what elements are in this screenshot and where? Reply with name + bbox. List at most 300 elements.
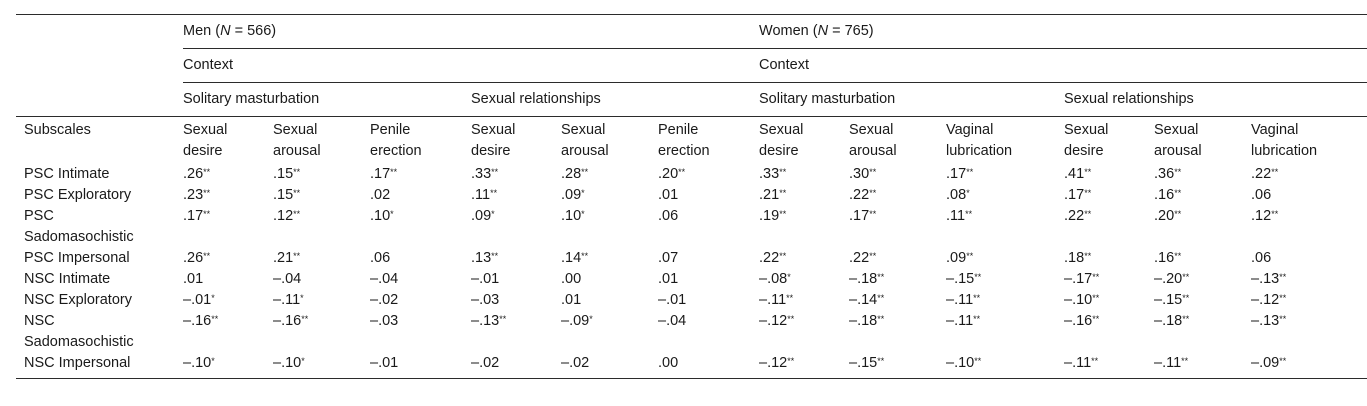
cell-value: .15 bbox=[273, 187, 294, 203]
cell-value: .09 bbox=[946, 250, 967, 266]
table-cell bbox=[561, 269, 658, 290]
cell-value: .33 bbox=[759, 166, 780, 182]
cell-value: –.16 bbox=[1064, 313, 1093, 329]
cell-value: –.04 bbox=[658, 313, 687, 329]
significance-marker: ** bbox=[1084, 167, 1092, 177]
cell-value: .10 bbox=[370, 208, 391, 224]
column-header-line: Penile bbox=[370, 122, 411, 138]
table-cell bbox=[471, 206, 561, 248]
significance-marker: ** bbox=[293, 209, 301, 219]
significance-marker: ** bbox=[869, 209, 877, 219]
cell-value: –.13 bbox=[1251, 313, 1280, 329]
significance-marker: ** bbox=[211, 314, 219, 324]
cell-value: .06 bbox=[1251, 187, 1272, 203]
significance-marker: ** bbox=[974, 272, 982, 282]
cell-value: –.01 bbox=[471, 271, 500, 287]
table-row bbox=[16, 248, 1367, 269]
cell-value: –.02 bbox=[561, 355, 590, 371]
table-cell bbox=[658, 164, 759, 185]
cell-value: –.03 bbox=[471, 292, 500, 308]
column-header-line: erection bbox=[370, 143, 422, 159]
table-cell bbox=[658, 353, 759, 379]
cell-value: –.11 bbox=[273, 292, 301, 308]
significance-marker: ** bbox=[1092, 293, 1100, 303]
cell-value: –.17 bbox=[1064, 271, 1093, 287]
table-cell bbox=[1251, 206, 1367, 248]
column-header-line: arousal bbox=[849, 143, 897, 159]
cell-value: .01 bbox=[658, 271, 679, 287]
column-header-line: lubrication bbox=[946, 143, 1013, 159]
cell-value: .22 bbox=[1064, 208, 1085, 224]
table-cell bbox=[849, 353, 946, 379]
table-cell bbox=[183, 206, 273, 248]
row-label bbox=[16, 290, 183, 311]
table-cell bbox=[946, 290, 1064, 311]
context-women-solitary: Solitary masturbation bbox=[759, 83, 1064, 117]
cell-value: .15 bbox=[273, 166, 294, 182]
table-cell bbox=[370, 269, 471, 290]
column-header-line: desire bbox=[471, 143, 511, 159]
cell-value: –.01 bbox=[658, 292, 687, 308]
cell-value: –.11 bbox=[946, 313, 974, 329]
column-header-line: lubrication bbox=[1251, 143, 1318, 159]
table-cell bbox=[658, 206, 759, 248]
column-header-line: Sexual bbox=[273, 122, 318, 138]
cell-value: .06 bbox=[1251, 250, 1272, 266]
cell-value: .22 bbox=[759, 250, 780, 266]
significance-marker: ** bbox=[877, 356, 885, 366]
row-label bbox=[16, 164, 183, 185]
table-cell bbox=[946, 353, 1064, 379]
cell-value: –.01 bbox=[183, 292, 212, 308]
cell-value: –.18 bbox=[849, 271, 878, 287]
table-row bbox=[16, 164, 1367, 185]
cell-value: –.16 bbox=[183, 313, 212, 329]
column-header-line: desire bbox=[759, 143, 799, 159]
table-cell bbox=[561, 185, 658, 206]
cell-value: .18 bbox=[1064, 250, 1085, 266]
cell-value: .09 bbox=[471, 208, 492, 224]
table-cell bbox=[183, 290, 273, 311]
column-header-line: Penile bbox=[658, 122, 699, 138]
table-cell bbox=[946, 311, 1064, 353]
cell-value: –.10 bbox=[183, 355, 212, 371]
table-cell bbox=[273, 290, 370, 311]
significance-marker: ** bbox=[877, 293, 885, 303]
cell-value: –.04 bbox=[370, 271, 399, 287]
table-cell bbox=[1154, 164, 1251, 185]
table-cell bbox=[849, 164, 946, 185]
table-cell bbox=[1154, 290, 1251, 311]
significance-marker: ** bbox=[581, 167, 589, 177]
cell-value: .21 bbox=[759, 187, 780, 203]
cell-value: .22 bbox=[1251, 166, 1272, 182]
row-label-line: PSC Exploratory bbox=[24, 187, 132, 203]
cell-value: –.11 bbox=[1064, 355, 1092, 371]
table-cell bbox=[561, 206, 658, 248]
table-cell bbox=[1251, 164, 1367, 185]
significance-marker: ** bbox=[877, 314, 885, 324]
cell-value: .06 bbox=[370, 250, 391, 266]
cell-value: .08 bbox=[946, 187, 967, 203]
cell-value: –.08 bbox=[759, 271, 788, 287]
group-header-row bbox=[16, 15, 1367, 49]
cell-value: –.13 bbox=[1251, 271, 1280, 287]
table-cell bbox=[1251, 311, 1367, 353]
column-header bbox=[273, 117, 370, 165]
row-label bbox=[16, 185, 183, 206]
table-cell bbox=[471, 185, 561, 206]
significance-marker: * bbox=[787, 272, 791, 282]
table-cell bbox=[1251, 185, 1367, 206]
table-cell bbox=[370, 311, 471, 353]
significance-marker: ** bbox=[293, 251, 301, 261]
significance-marker: ** bbox=[293, 167, 301, 177]
significance-marker: ** bbox=[787, 314, 795, 324]
row-label bbox=[16, 353, 183, 379]
cell-value: .21 bbox=[273, 250, 294, 266]
significance-marker: ** bbox=[491, 167, 499, 177]
significance-marker: ** bbox=[877, 272, 885, 282]
column-header bbox=[183, 117, 273, 165]
cell-value: .26 bbox=[183, 250, 204, 266]
table-row bbox=[16, 269, 1367, 290]
significance-marker: * bbox=[966, 188, 970, 198]
column-header bbox=[370, 117, 471, 165]
significance-marker: ** bbox=[965, 209, 973, 219]
significance-marker: ** bbox=[974, 356, 982, 366]
cell-value: .09 bbox=[561, 187, 582, 203]
cell-value: –.11 bbox=[946, 292, 974, 308]
row-label-line: PSC Intimate bbox=[24, 166, 110, 182]
table-cell bbox=[946, 206, 1064, 248]
table-cell bbox=[1064, 164, 1154, 185]
significance-marker: ** bbox=[1181, 356, 1189, 366]
table-cell bbox=[1251, 248, 1367, 269]
table-cell bbox=[1154, 353, 1251, 379]
row-label bbox=[16, 269, 183, 290]
significance-marker: ** bbox=[869, 188, 877, 198]
cell-value: –.09 bbox=[1251, 355, 1280, 371]
cell-value: .26 bbox=[183, 166, 204, 182]
table-cell bbox=[561, 290, 658, 311]
significance-marker: ** bbox=[1174, 209, 1182, 219]
significance-marker: ** bbox=[581, 251, 589, 261]
cell-value: .17 bbox=[183, 208, 204, 224]
table-cell bbox=[658, 185, 759, 206]
cell-value: .30 bbox=[849, 166, 870, 182]
cell-value: .13 bbox=[471, 250, 492, 266]
column-header-line: Sexual bbox=[561, 122, 606, 138]
context-men-solitary: Solitary masturbation bbox=[183, 83, 471, 117]
column-header-line: arousal bbox=[273, 143, 321, 159]
table-cell bbox=[658, 248, 759, 269]
table-cell bbox=[759, 185, 849, 206]
table-cell bbox=[658, 269, 759, 290]
significance-marker: ** bbox=[1091, 356, 1099, 366]
table-cell bbox=[946, 185, 1064, 206]
significance-marker: ** bbox=[293, 188, 301, 198]
table-cell bbox=[759, 206, 849, 248]
row-label-line: Sadomasochistic bbox=[24, 334, 134, 350]
group-men: Men (N = 566) bbox=[183, 15, 759, 49]
table-cell bbox=[183, 248, 273, 269]
cell-value: .11 bbox=[471, 187, 491, 203]
table-cell bbox=[849, 248, 946, 269]
cell-value: –.15 bbox=[946, 271, 975, 287]
significance-marker: ** bbox=[1182, 314, 1190, 324]
table-cell bbox=[1064, 311, 1154, 353]
significance-marker: ** bbox=[203, 209, 211, 219]
cell-value: –.12 bbox=[759, 313, 788, 329]
significance-marker: ** bbox=[1182, 272, 1190, 282]
cell-value: .12 bbox=[1251, 208, 1272, 224]
cell-value: .36 bbox=[1154, 166, 1175, 182]
cell-value: .01 bbox=[658, 187, 679, 203]
row-label-line: NSC bbox=[24, 313, 55, 329]
table-cell bbox=[1154, 206, 1251, 248]
table-cell bbox=[561, 248, 658, 269]
context-row bbox=[16, 83, 1367, 117]
table-cell bbox=[561, 353, 658, 379]
column-header-line: Sexual bbox=[1064, 122, 1109, 138]
significance-marker: * bbox=[581, 188, 585, 198]
table-cell bbox=[183, 185, 273, 206]
row-label-line: Sadomasochistic bbox=[24, 229, 134, 245]
column-header bbox=[1064, 117, 1154, 165]
significance-marker: ** bbox=[1174, 167, 1182, 177]
blank-cell bbox=[16, 15, 183, 49]
cell-value: .11 bbox=[946, 208, 966, 224]
significance-marker: ** bbox=[786, 293, 794, 303]
table-cell bbox=[273, 206, 370, 248]
table-row bbox=[16, 290, 1367, 311]
table-cell bbox=[183, 269, 273, 290]
significance-marker: ** bbox=[869, 251, 877, 261]
column-header bbox=[561, 117, 658, 165]
correlation-table bbox=[16, 14, 1367, 379]
table-cell bbox=[759, 269, 849, 290]
cell-value: .00 bbox=[658, 355, 679, 371]
table-cell bbox=[370, 185, 471, 206]
cell-value: .01 bbox=[183, 271, 204, 287]
table-cell bbox=[471, 290, 561, 311]
table-cell bbox=[1154, 185, 1251, 206]
cell-value: .28 bbox=[561, 166, 582, 182]
table-cell bbox=[658, 311, 759, 353]
significance-marker: * bbox=[211, 293, 215, 303]
context-header-row bbox=[16, 49, 1367, 83]
cell-value: .19 bbox=[759, 208, 780, 224]
column-header bbox=[1251, 117, 1367, 165]
table-cell bbox=[849, 269, 946, 290]
significance-marker: * bbox=[589, 314, 593, 324]
context-women-relationships: Sexual relationships bbox=[1064, 83, 1367, 117]
context-label-men: Context bbox=[183, 49, 759, 83]
column-header bbox=[759, 117, 849, 165]
cell-value: .17 bbox=[946, 166, 967, 182]
blank-cell bbox=[16, 49, 183, 83]
significance-marker: ** bbox=[966, 167, 974, 177]
cell-value: –.13 bbox=[471, 313, 500, 329]
table-cell bbox=[1251, 269, 1367, 290]
cell-value: –.03 bbox=[370, 313, 399, 329]
context-label-women: Context bbox=[759, 49, 1367, 83]
table-cell bbox=[471, 353, 561, 379]
cell-value: .41 bbox=[1064, 166, 1085, 182]
cell-value: –.15 bbox=[849, 355, 878, 371]
significance-marker: ** bbox=[779, 251, 787, 261]
significance-marker: ** bbox=[787, 356, 795, 366]
cell-value: .33 bbox=[471, 166, 492, 182]
significance-marker: ** bbox=[779, 188, 787, 198]
row-label-line: PSC Impersonal bbox=[24, 250, 130, 266]
significance-marker: * bbox=[581, 209, 585, 219]
table-cell bbox=[1064, 353, 1154, 379]
table-cell bbox=[273, 311, 370, 353]
cell-value: –.11 bbox=[759, 292, 787, 308]
table-cell bbox=[370, 248, 471, 269]
table-cell bbox=[759, 311, 849, 353]
significance-marker: ** bbox=[490, 188, 498, 198]
significance-marker: ** bbox=[678, 167, 686, 177]
significance-marker: ** bbox=[203, 188, 211, 198]
column-header-line: Sexual bbox=[849, 122, 894, 138]
table-cell bbox=[849, 311, 946, 353]
table-cell bbox=[183, 164, 273, 185]
cell-value: .12 bbox=[273, 208, 294, 224]
cell-value: .23 bbox=[183, 187, 204, 203]
table-cell bbox=[183, 353, 273, 379]
significance-marker: * bbox=[491, 209, 495, 219]
significance-marker: ** bbox=[966, 251, 974, 261]
table-cell bbox=[759, 248, 849, 269]
significance-marker: ** bbox=[1279, 293, 1287, 303]
cell-value: .17 bbox=[370, 166, 391, 182]
significance-marker: ** bbox=[301, 314, 309, 324]
table-cell bbox=[471, 269, 561, 290]
row-label-line: NSC Intimate bbox=[24, 271, 111, 287]
table-cell bbox=[561, 311, 658, 353]
table-cell bbox=[1064, 290, 1154, 311]
column-header-line: Sexual bbox=[759, 122, 804, 138]
table-cell bbox=[273, 185, 370, 206]
significance-marker: ** bbox=[1182, 293, 1190, 303]
table-cell bbox=[658, 290, 759, 311]
significance-marker: ** bbox=[973, 314, 981, 324]
table-cell bbox=[1064, 269, 1154, 290]
column-header-line: desire bbox=[1064, 143, 1104, 159]
significance-marker: ** bbox=[1174, 188, 1182, 198]
cell-value: .22 bbox=[849, 250, 870, 266]
table-cell bbox=[273, 248, 370, 269]
cell-value: .20 bbox=[1154, 208, 1175, 224]
cell-value: –.09 bbox=[561, 313, 590, 329]
row-label-line: NSC Impersonal bbox=[24, 355, 131, 371]
row-label bbox=[16, 206, 183, 248]
significance-marker: * bbox=[211, 356, 215, 366]
cell-value: .16 bbox=[1154, 250, 1175, 266]
cell-value: .02 bbox=[370, 187, 391, 203]
table-cell bbox=[471, 311, 561, 353]
significance-marker: ** bbox=[1279, 314, 1287, 324]
significance-marker: ** bbox=[203, 251, 211, 261]
significance-marker: ** bbox=[499, 314, 507, 324]
cell-value: .14 bbox=[561, 250, 582, 266]
cell-value: –.04 bbox=[273, 271, 302, 287]
cell-value: .20 bbox=[658, 166, 679, 182]
row-label bbox=[16, 248, 183, 269]
cell-value: –.02 bbox=[471, 355, 500, 371]
significance-marker: ** bbox=[1084, 209, 1092, 219]
cell-value: –.20 bbox=[1154, 271, 1183, 287]
cell-value: –.15 bbox=[1154, 292, 1183, 308]
context-men-relationships: Sexual relationships bbox=[471, 83, 759, 117]
table-cell bbox=[759, 164, 849, 185]
significance-marker: ** bbox=[1092, 272, 1100, 282]
table-cell bbox=[370, 290, 471, 311]
cell-value: –.10 bbox=[946, 355, 975, 371]
cell-value: –.18 bbox=[1154, 313, 1183, 329]
cell-value: .10 bbox=[561, 208, 582, 224]
significance-marker: ** bbox=[779, 209, 787, 219]
table-cell bbox=[273, 353, 370, 379]
cell-value: –.11 bbox=[1154, 355, 1182, 371]
table-cell bbox=[471, 164, 561, 185]
significance-marker: ** bbox=[1084, 251, 1092, 261]
table-cell bbox=[1251, 290, 1367, 311]
cell-value: .00 bbox=[561, 271, 582, 287]
column-header-line: Sexual bbox=[183, 122, 228, 138]
column-header-row bbox=[16, 117, 1367, 165]
cell-value: .22 bbox=[849, 187, 870, 203]
significance-marker: ** bbox=[973, 293, 981, 303]
cell-value: –.12 bbox=[1251, 292, 1280, 308]
column-header-line: Vaginal bbox=[946, 122, 994, 138]
cell-value: –.02 bbox=[370, 292, 399, 308]
column-header-line: Vaginal bbox=[1251, 122, 1299, 138]
cell-value: .06 bbox=[658, 208, 679, 224]
significance-marker: ** bbox=[1092, 314, 1100, 324]
column-header-line: Sexual bbox=[471, 122, 516, 138]
table-cell bbox=[1154, 269, 1251, 290]
table-cell bbox=[370, 164, 471, 185]
group-women: Women (N = 765) bbox=[759, 15, 1367, 49]
significance-marker: ** bbox=[491, 251, 499, 261]
cell-value: –.01 bbox=[370, 355, 399, 371]
column-header bbox=[471, 117, 561, 165]
column-header-line: erection bbox=[658, 143, 710, 159]
cell-value: –.14 bbox=[849, 292, 878, 308]
cell-value: –.16 bbox=[273, 313, 302, 329]
table-cell bbox=[370, 353, 471, 379]
column-header-line: Sexual bbox=[1154, 122, 1199, 138]
row-label-line: NSC Exploratory bbox=[24, 292, 132, 308]
column-header bbox=[849, 117, 946, 165]
table-cell bbox=[183, 311, 273, 353]
significance-marker: ** bbox=[390, 167, 398, 177]
column-header-line: arousal bbox=[1154, 143, 1202, 159]
significance-marker: ** bbox=[1279, 356, 1287, 366]
row-label-line: PSC bbox=[24, 208, 54, 224]
table-cell bbox=[471, 248, 561, 269]
table-row bbox=[16, 185, 1367, 206]
table-cell bbox=[273, 269, 370, 290]
cell-value: .17 bbox=[1064, 187, 1085, 203]
column-header bbox=[658, 117, 759, 165]
row-label bbox=[16, 311, 183, 353]
column-header bbox=[1154, 117, 1251, 165]
